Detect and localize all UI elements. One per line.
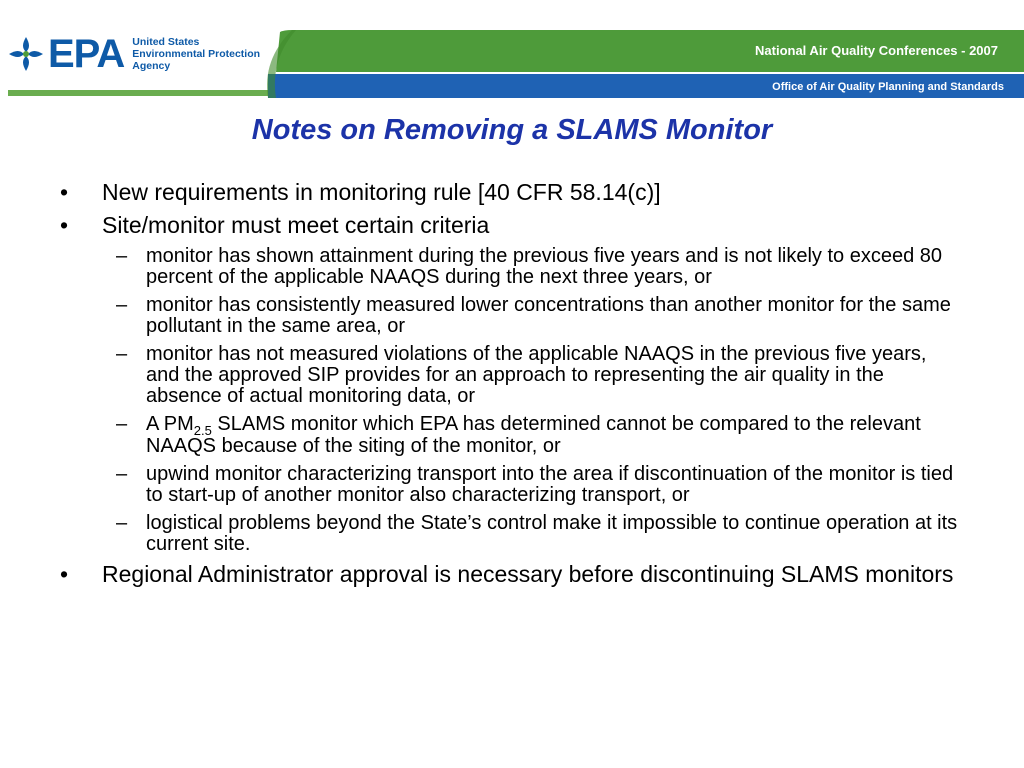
- criteria-text: SLAMS monitor which EPA has determined cannot be compared to the relevant NAAQS because of the siting of the monitor, or: [146, 413, 921, 457]
- criteria-item: [60, 295, 960, 337]
- dash-mark: –: [116, 413, 128, 435]
- pm-subscript: 2.5: [193, 423, 212, 438]
- criteria-item: [60, 513, 960, 555]
- dash-mark: –: [116, 463, 128, 485]
- slide-body: [60, 180, 960, 595]
- bullet-item: [60, 213, 960, 238]
- conference-title: National Air Quality Conferences - 2007: [755, 43, 998, 58]
- dash-mark: –: [116, 245, 128, 267]
- agency-line: United States: [132, 36, 200, 48]
- criteria-text: monitor has not measured violations of the applicable NAAQS in the previous five years, and the approved SIP provides for an approach to representing the air quality in the absence of actual monitoring data, or: [146, 343, 927, 407]
- bullet-text: Regional Administrator approval is necessary before discontinuing SLAMS monitors: [102, 561, 954, 587]
- criteria-item: [60, 414, 960, 457]
- dash-mark: –: [116, 512, 128, 534]
- criteria-text-prefix: A PM: [146, 413, 194, 435]
- dash-mark: –: [116, 343, 128, 365]
- criteria-list: [60, 246, 960, 555]
- epa-flower-icon: [6, 34, 46, 74]
- criteria-text: logistical problems beyond the State’s control make it impossible to continue operation at its current site.: [146, 512, 958, 555]
- bullet-item: [60, 180, 960, 205]
- epa-logo: [6, 32, 260, 76]
- criteria-text: monitor has consistently measured lower concentrations than another monitor for the same pollutant in the same area, or: [146, 294, 951, 337]
- criteria-text: upwind monitor characterizing transport into the area if discontinuation of the monitor is tied to start-up of another monitor also characterizing transport, or: [146, 463, 954, 506]
- bullet-mark: •: [60, 561, 69, 587]
- bullet-item: [60, 562, 960, 587]
- dash-mark: –: [116, 294, 128, 316]
- criteria-item: [60, 246, 960, 288]
- agency-name: [132, 36, 260, 72]
- agency-line: Agency: [132, 60, 171, 72]
- bullet-text: Site/monitor must meet certain criteria: [102, 212, 490, 238]
- epa-letters: EPA: [48, 32, 125, 76]
- agency-line: Environmental Protection: [132, 48, 261, 60]
- bullet-mark: •: [60, 212, 69, 238]
- office-title: Office of Air Quality Planning and Standards: [772, 81, 1004, 93]
- criteria-text: monitor has shown attainment during the previous five years and is not likely to exceed 80 percent of the applicable NAAQS during the next three years, or: [146, 245, 942, 288]
- slide-header: [0, 0, 1024, 100]
- slide-title: Notes on Removing a SLAMS Monitor: [251, 114, 773, 146]
- criteria-item: [60, 344, 960, 407]
- criteria-item: [60, 464, 960, 506]
- bullet-mark: •: [60, 179, 69, 205]
- bullet-text: New requirements in monitoring rule [40 CFR 58.14(c)]: [102, 179, 661, 205]
